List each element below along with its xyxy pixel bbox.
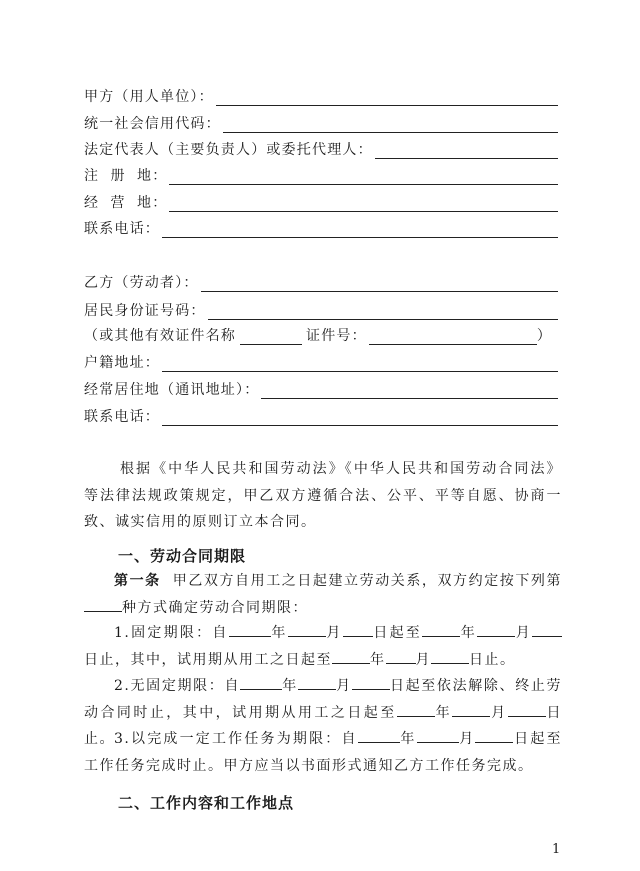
- c2-start-year[interactable]: [240, 675, 282, 690]
- credit-code-label: 统一社会信用代码：: [84, 116, 221, 132]
- c1-start-year[interactable]: [229, 622, 271, 637]
- intro-paragraph: 根据《中华人民共和国劳动法》《中华人民共和国劳动合同法》等法律法规政策规定，甲乙双方遵循合法、公平、平等自愿、协商一致、诚实信用的原则订立本合同。: [84, 461, 562, 530]
- credit-code-row: [84, 111, 558, 133]
- section1-title: 一、劳动合同期限: [118, 547, 247, 565]
- legal-rep-label: 法定代表人（主要负责人）或委托代理人：: [84, 142, 373, 158]
- c1-from-label: 日起至: [372, 625, 423, 641]
- reg-address-label: 注 册 地：: [84, 168, 168, 184]
- worker-field[interactable]: [201, 275, 558, 292]
- other-id-row: [84, 323, 558, 345]
- c2-month-label: 月: [335, 678, 352, 694]
- c1-prob-year[interactable]: [332, 649, 370, 664]
- worker-label: 乙方（劳动者）：: [84, 275, 199, 291]
- employer-label: 甲方（用人单位）：: [84, 89, 214, 105]
- c1-start-day[interactable]: [343, 622, 373, 637]
- reg-address-field[interactable]: [169, 168, 558, 185]
- c1-prob-month[interactable]: [386, 649, 416, 664]
- c3-start-day[interactable]: [475, 728, 513, 743]
- c1-prob-year-label: 年: [370, 651, 386, 668]
- c1-end-month[interactable]: [477, 622, 515, 637]
- clause1: [84, 620, 562, 673]
- c2-start-day[interactable]: [352, 675, 390, 690]
- article1-text-a: 甲乙双方自用工之日起建立劳动关系，双方约定按下列第: [160, 573, 562, 589]
- c1-year-label: 年: [270, 625, 288, 641]
- other-id-middle: 证件号：: [306, 328, 367, 344]
- c2-prob-year-label: 年: [434, 704, 453, 721]
- legal-rep-row: [84, 137, 558, 159]
- employer-row: [84, 84, 558, 106]
- residence-field[interactable]: [261, 382, 558, 399]
- section2-title: 二、工作内容和工作地点: [118, 794, 295, 812]
- c1-end-day[interactable]: [532, 622, 562, 637]
- household-field[interactable]: [162, 355, 558, 372]
- party-a-phone-field[interactable]: [162, 221, 558, 238]
- c3-start-year[interactable]: [358, 728, 400, 743]
- c3-body: 日起至工作任务完成时止。甲方应当以书面形式通知乙方工作任务完成。: [84, 731, 563, 774]
- c1-start-month[interactable]: [288, 622, 326, 637]
- article1-keyword: 第一条: [114, 573, 161, 589]
- residence-row: [84, 377, 558, 399]
- id-field[interactable]: [208, 303, 558, 320]
- c1-probation-label: 日止，其中，试用期从用工之日起至: [84, 651, 332, 668]
- c2-prob-month[interactable]: [452, 702, 490, 717]
- party-b-phone-label: 联系电话：: [84, 409, 160, 425]
- other-id-suffix: ）: [536, 328, 553, 344]
- clause1-lead: 1.固定期限：自: [114, 625, 229, 641]
- employer-field[interactable]: [216, 89, 558, 106]
- clause3-lead: 3.以完成一定工作任务为期限：自: [114, 731, 358, 747]
- article1-text-b: 种方式确定劳动合同期限：: [122, 599, 308, 616]
- business-address-field[interactable]: [169, 195, 558, 212]
- household-label: 户籍地址：: [84, 355, 160, 371]
- credit-code-field[interactable]: [223, 116, 558, 133]
- c2-prob-month-label: 月: [490, 704, 508, 721]
- page-number: 1: [552, 842, 561, 857]
- other-id-prefix: （或其他有效证件名称: [84, 328, 236, 344]
- c2-end-label: 日止。: [84, 704, 563, 747]
- clause3: [84, 726, 562, 779]
- c3-month-label: 月: [458, 731, 476, 747]
- c1-prob-month-label: 月: [415, 651, 431, 668]
- residence-label: 经常居住地（通讯地址）：: [84, 382, 260, 398]
- party-b-phone-row: [84, 404, 558, 426]
- c2-prob-year[interactable]: [397, 702, 435, 717]
- contract-type-field[interactable]: [84, 597, 122, 612]
- party-a-phone-row: [84, 216, 558, 238]
- worker-row: [84, 270, 558, 292]
- business-address-label: 经 营 地：: [84, 195, 168, 211]
- id-label: 居民身份证号码：: [84, 303, 206, 319]
- article1: [84, 568, 562, 621]
- legal-rep-field[interactable]: [375, 142, 558, 159]
- household-row: [84, 350, 558, 372]
- c1-end-label: 日止。: [469, 651, 516, 668]
- c1-prob-day[interactable]: [431, 649, 469, 664]
- business-address-row: [84, 190, 558, 212]
- party-a-phone-label: 联系电话：: [84, 221, 160, 237]
- c2-start-month[interactable]: [298, 675, 336, 690]
- id-row: [84, 298, 558, 320]
- other-id-name-field[interactable]: [240, 328, 302, 345]
- c2-year-label: 年: [282, 678, 298, 694]
- other-id-number-field[interactable]: [369, 328, 537, 345]
- party-b-phone-field[interactable]: [162, 409, 558, 426]
- c1-end-year-label: 年: [460, 625, 478, 641]
- c1-end-month-label: 月: [515, 625, 533, 641]
- c2-prob-day[interactable]: [508, 702, 546, 717]
- c2-body: 日起至依法解除、终止劳动合同时止，其中，试用期从用工之日起至: [84, 678, 563, 721]
- clause2-lead: 2.无固定期限：自: [114, 678, 241, 694]
- c1-month-label: 月: [325, 625, 343, 641]
- c1-end-year[interactable]: [422, 622, 460, 637]
- reg-address-row: [84, 163, 558, 185]
- c3-year-label: 年: [399, 731, 417, 747]
- c3-start-month[interactable]: [417, 728, 459, 743]
